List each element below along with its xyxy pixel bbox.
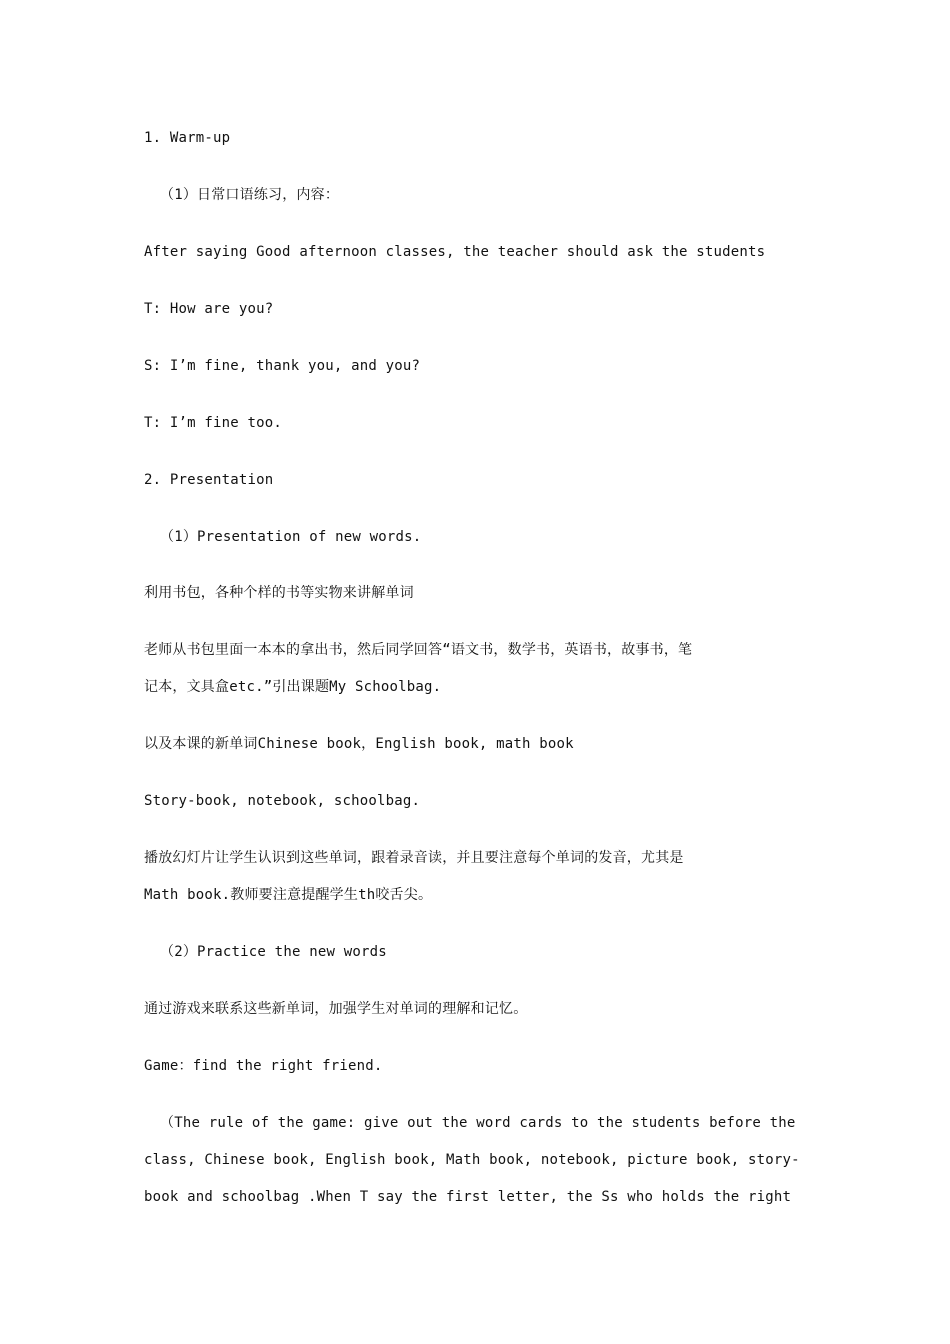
subheading-practice: （2）Practice the new words (160, 944, 387, 960)
heading-presentation: 2. Presentation (144, 472, 274, 488)
paragraph-line: After saying Good afternoon classes, the teacher should ask the students (144, 244, 766, 260)
paragraph-line: Math book.教师要注意提醒学生th咬舌尖。 (144, 887, 433, 903)
subheading-new-words: （1）Presentation of new words. (160, 529, 422, 545)
paragraph-line: 记本，文具盒etc.”引出课题My Schoolbag. (144, 679, 442, 695)
paragraph-line: 通过游戏来联系这些新单词，加强学生对单词的理解和记忆。 (144, 1001, 528, 1017)
subheading-daily-oral-practice: （1）日常口语练习，内容： (160, 187, 340, 203)
heading-warm-up: 1. Warm-up (144, 130, 231, 146)
paragraph-line: （The rule of the game: give out the word cards to the students before the (160, 1115, 796, 1131)
game-title: Game：find the right friend. (144, 1058, 383, 1074)
paragraph-line: 以及本课的新单词Chinese book，English book, math book (144, 736, 574, 752)
paragraph-line: 老师从书包里面一本本的拿出书，然后同学回答“语文书，数学书，英语书，故事书，笔 (144, 642, 693, 658)
dialogue-line: S: I’m fine, thank you, and you? (144, 358, 421, 374)
paragraph-line: 播放幻灯片让学生认识到这些单词，跟着录音读，并且要注意每个单词的发音，尤其是 (144, 850, 684, 866)
paragraph-line: class, Chinese book, English book, Math book, notebook, picture book, story- (144, 1152, 800, 1168)
dialogue-line: T: I’m fine too. (144, 415, 283, 431)
paragraph-line: book and schoolbag .When T say the first letter, the Ss who holds the right (144, 1189, 792, 1205)
paragraph-line: 利用书包，各种个样的书等实物来讲解单词 (144, 585, 414, 601)
dialogue-line: T: How are you? (144, 301, 274, 317)
paragraph-line: Story-book, notebook, schoolbag. (144, 793, 421, 809)
